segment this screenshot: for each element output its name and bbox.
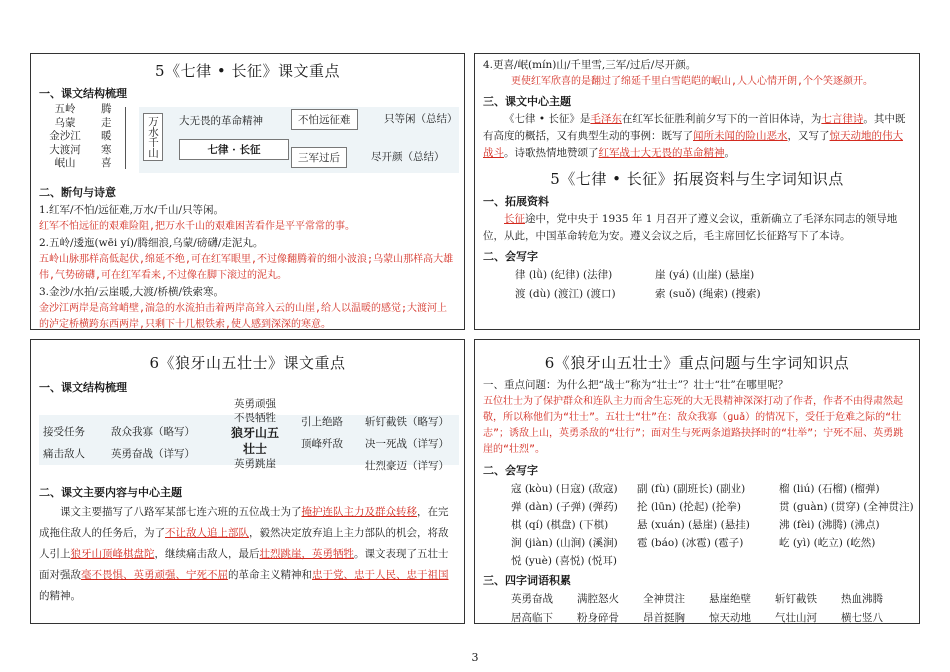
diagram-center: 英勇顽强 不畏牺牲 狼牙山五壮士 英勇跳崖 bbox=[231, 398, 280, 470]
diagram-col: 接受任务 痛击敌人 bbox=[43, 426, 85, 460]
bracket-line bbox=[125, 107, 126, 169]
structure-diagram bbox=[39, 103, 456, 181]
diagram-item: 寒 bbox=[101, 143, 112, 156]
word-entry: 榴 (liú) (石榴) (榴弹) bbox=[779, 483, 880, 495]
panel-langyashan-questions bbox=[474, 339, 920, 624]
idiom-entry: 英勇奋战 bbox=[511, 593, 553, 605]
panel-title: 6《狼牙山五壮士》重点问题与生字词知识点 bbox=[544, 354, 850, 372]
word-entry: 棋 (qí) (棋盘) (下棋) bbox=[511, 519, 609, 531]
idiom-grid bbox=[483, 590, 911, 624]
diagram-col: 引上绝路 顶峰歼敌 bbox=[301, 416, 343, 450]
word-entry: 悬 (xuán) (悬崖) (悬挂) bbox=[637, 519, 750, 531]
word-entry: 抡 (lūn) (抡起) (抡拳) bbox=[637, 501, 741, 513]
idiom-entry: 横七竖八 bbox=[841, 612, 883, 624]
idiom-entry: 惊天动地 bbox=[709, 612, 751, 624]
extension-text: 长征途中，党中央于 1935 年 1 月召开了遵义会议，重新确立了毛泽东同志的领导地位，从此，中国革命转危为安。遵义会议之后，毛主席回忆长征路写下了本诗。 bbox=[483, 213, 898, 242]
poem-line-3: 3.金沙/水拍/云崖暖,大渡/桥横/铁索寒。 bbox=[39, 286, 225, 298]
word-entry: 贯 (guàn) (贯穿) (全神贯注) bbox=[779, 501, 914, 513]
word-row: 律 (lǜ) (纪律) (法律) 崖 (yá) (山崖) (悬崖) bbox=[515, 269, 755, 281]
section-heading: 二、课文主要内容与中心主题 bbox=[39, 486, 182, 499]
diagram-col: 敌众我寡（略写） 英勇奋战（详写） bbox=[111, 426, 195, 460]
idiom-entry: 热血沸腾 bbox=[841, 593, 883, 605]
panel-title: 6《狼牙山五壮士》课文重点 bbox=[149, 354, 346, 372]
central-theme: 《七律 • 长征》是毛泽东在红军长征胜利前夕写下的一首旧体诗，为七言律诗。其中既有高度的概括，又有典型生动的事例：既写了闻所未闻的险山恶水，又写了惊天动地的伟大战斗。诗歌热情地赞颂了红军战士大无畏的革命精神。 bbox=[483, 113, 906, 159]
center-label: 狼牙山五壮士 bbox=[231, 426, 280, 456]
key-question: 一、重点问题：为什么把“战士”称为“壮士”？壮士“壮”在哪里呢？ bbox=[483, 379, 789, 391]
summary-2: 尽开颜（总结） bbox=[371, 151, 445, 163]
word-entry: 寇 (kòu) (日寇) (敌寇) bbox=[511, 483, 618, 495]
spirit-label: 大无畏的革命精神 bbox=[179, 115, 263, 127]
panel-title: 5《七律 • 长征》课文重点 bbox=[155, 62, 340, 80]
poem-meaning-1: 红军不怕远征的艰难险阻,把万水千山的艰难困苦看作是平平常常的事。 bbox=[39, 221, 356, 232]
word-row bbox=[511, 480, 911, 498]
section-heading: 一、课文结构梳理 bbox=[39, 87, 127, 100]
diagram-item: 乌蒙 bbox=[54, 116, 76, 129]
word-entry: 涧 (jiàn) (山涧) (溪涧) bbox=[511, 537, 618, 549]
poem-line-2: 2.五岭/逶迤(wēi yí)/腾细浪,乌蒙/磅礴/走泥丸。 bbox=[39, 237, 264, 249]
panel-title: 5《七律 • 长征》拓展资料与生字词知识点 bbox=[550, 170, 844, 188]
idiom-entry: 粉身碎骨 bbox=[577, 612, 619, 624]
poem-line-1: 1.红军/不怕/远征难,万水/千山/只等闲。 bbox=[39, 204, 225, 216]
diagram-item: 五岭 bbox=[54, 103, 76, 115]
poem-meaning-3: 金沙江两岸是高耸峭壁,湍急的水流拍击着两岸高耸入云的山崖,给人以温暖的感觉;大渡河上的泸定桥横跨东西两岸,只剩下十几根铁索,使人感到深深的寒意。 bbox=[39, 303, 448, 330]
poem-line-4: 4.更喜/岷(mín)山/千里雪,三军/过后/尽开颜。 bbox=[483, 59, 697, 71]
poem-meaning-2: 五岭山脉那样高低起伏,绵延不绝,可在红军眼里,不过像翻腾着的细小波浪;乌蒙山那样高大雄伟,气势磅礴,可在红军看来,不过像在脚下滚过的泥丸。 bbox=[39, 254, 454, 281]
idiom-entry: 满腔怒火 bbox=[577, 593, 619, 605]
word-row bbox=[511, 516, 911, 534]
diagram-item: 岷山 bbox=[54, 157, 76, 169]
idiom-entry: 气壮山河 bbox=[775, 612, 817, 624]
theme-box-1: 不怕远征难 bbox=[291, 109, 358, 130]
diagram-item: 金沙江 bbox=[49, 130, 81, 142]
diagram-item: 腾 bbox=[101, 103, 112, 115]
word-row: 渡 (dù) (渡江) (渡口) 索 (suǒ) (绳索) (搜索) bbox=[515, 288, 761, 300]
idiom-row bbox=[511, 609, 911, 624]
word-row bbox=[511, 498, 914, 516]
word-entry: 悦 (yuè) (喜悦) (悦耳) bbox=[511, 555, 617, 567]
structure-diagram bbox=[39, 397, 456, 481]
section-heading: 三、四字词语积累 bbox=[483, 574, 571, 587]
section-heading: 一、课文结构梳理 bbox=[39, 381, 127, 394]
verbs-list bbox=[101, 103, 112, 171]
idiom-entry: 斩钉截铁 bbox=[775, 593, 817, 605]
poem-meaning-4: 更使红军欣喜的是翻过了绵延千里白雪皑皑的岷山,人人心情开朗,个个笑逐颜开。 bbox=[511, 76, 874, 87]
vertical-box: 万水千山 bbox=[143, 113, 163, 161]
key-answer: 五位壮士为了保护群众和连队主力而舍生忘死的大无畏精神深深打动了作者，作者不由得肃然起敬，所以称他们为“壮士”。五壮士“壮”在：敌众我寡（ɡuǎ）的情况下，受任于危难之际的“壮志”；诱敌上山，英勇杀敌的“壮行”；面对生与死两条道路抉择时的“壮举”；宁死不屈、英勇跳崖的“壮烈”。 bbox=[483, 396, 904, 455]
word-entry: 弹 (dàn) (子弹) (弹药) bbox=[511, 501, 618, 513]
section-heading: 三、课文中心主题 bbox=[483, 95, 571, 108]
diagram-item: 大渡河 bbox=[49, 143, 81, 156]
word-row bbox=[511, 552, 911, 570]
section-heading: 二、会写字 bbox=[483, 464, 538, 477]
idiom-entry: 全神贯注 bbox=[643, 593, 685, 605]
idiom-entry: 昂首挺胸 bbox=[643, 612, 685, 624]
idiom-entry: 居高临下 bbox=[511, 612, 553, 624]
diagram-item: 暖 bbox=[101, 130, 112, 142]
main-content: 课文主要描写了八路军某部七连六班的五位战士为了掩护连队主力及群众转移，在完成拖住敌人的任务后，为了不让敌人追上部队，毅然决定放弃追上主力部队的机会，将敌人引上狼牙山顶峰棋盘陀，继续痛击敌人，最后壮烈跳崖，英勇牺牲。课文表现了五壮士面对强敌毫不畏惧、英勇顽强、宁死不屈的革命主义精神和忠于党、忠于人民、忠于祖国的精神。 bbox=[39, 506, 449, 602]
diagram-item: 喜 bbox=[101, 157, 112, 169]
word-row bbox=[511, 534, 911, 552]
panel-qilv-key-points bbox=[30, 53, 465, 330]
panel-langyashan-key-points bbox=[30, 339, 465, 624]
section-heading: 二、会写字 bbox=[483, 250, 538, 263]
mountains-list bbox=[45, 103, 85, 171]
panel-qilv-extension bbox=[474, 53, 920, 330]
center-box: 七律 · 长征 bbox=[179, 139, 289, 160]
section-heading: 一、拓展资料 bbox=[483, 195, 549, 208]
word-entry: 雹 (báo) (冰雹) (雹子) bbox=[637, 537, 744, 549]
summary-1: 只等闲（总结） bbox=[384, 113, 458, 125]
word-entry: 副 (fù) (副班长) (副业) bbox=[637, 483, 746, 495]
idiom-row bbox=[511, 590, 911, 609]
word-entry: 屹 (yì) (屹立) (屹然) bbox=[779, 537, 876, 549]
theme-box-2: 三军过后 bbox=[291, 147, 347, 168]
section-heading: 二、断句与诗意 bbox=[39, 186, 116, 199]
diagram-col: 斩钉截铁（略写） 决一死战（详写） 壮烈豪迈（详写） bbox=[365, 416, 449, 472]
diagram-item: 走 bbox=[101, 116, 112, 129]
word-grid bbox=[483, 480, 914, 570]
page-number: 3 bbox=[471, 651, 479, 664]
idiom-entry: 悬崖绝壁 bbox=[709, 593, 751, 605]
word-entry: 沸 (fèi) (沸腾) (沸点) bbox=[779, 519, 880, 531]
